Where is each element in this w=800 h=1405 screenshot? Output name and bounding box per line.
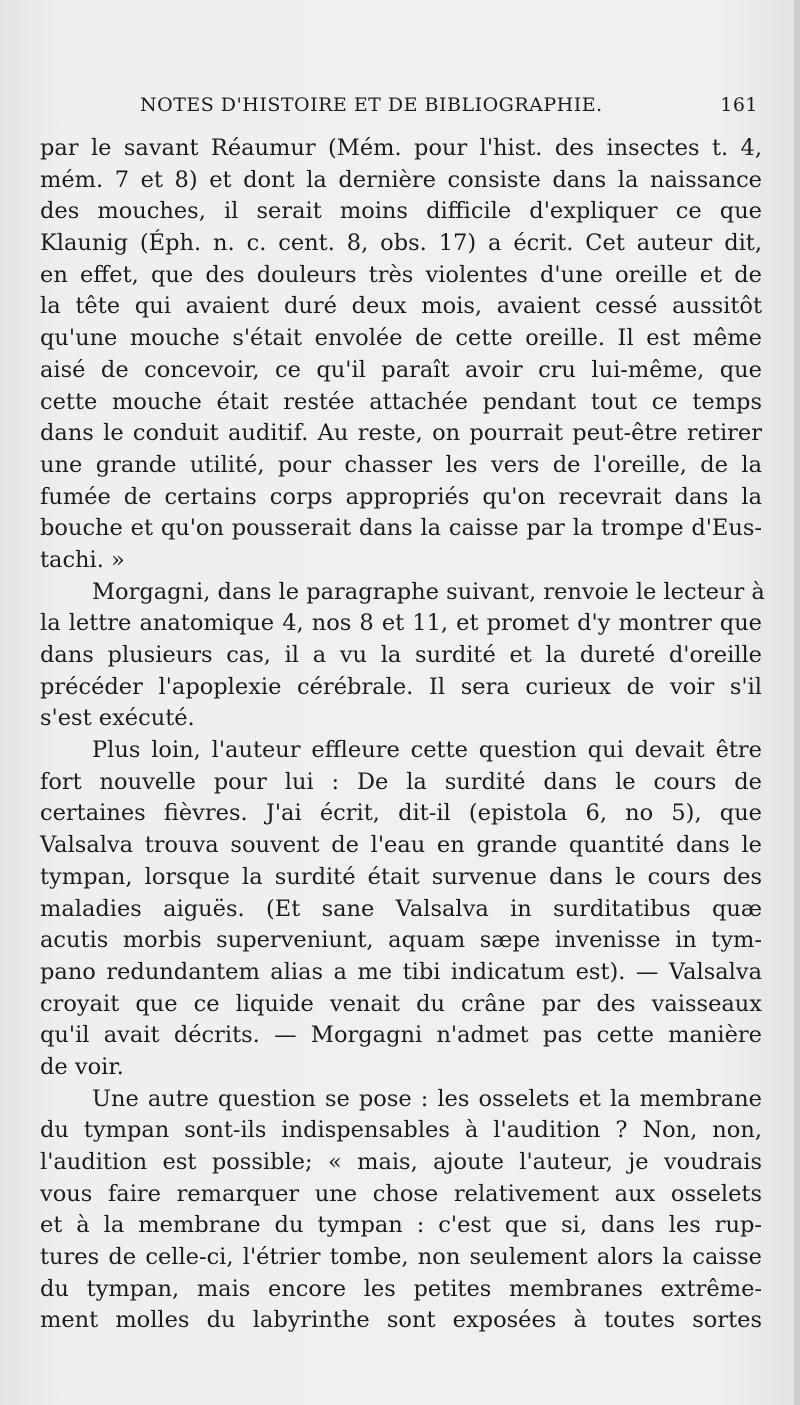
page-number: 161 bbox=[720, 94, 758, 116]
text-line: tachi. » bbox=[40, 546, 125, 573]
paragraph-start: Morgagni, dans le paragraphe suivant, renvoie le lecteur à bbox=[92, 578, 765, 605]
text-line: qu'il avait décrits. — Morgagni n'admet pas cette manière bbox=[40, 1022, 762, 1049]
text-line: acutis morbis superveniunt, aquam sæpe invenisse in tym- bbox=[40, 927, 762, 954]
text-line: maladies aiguës. (Et sane Valsalva in surditatibus quæ bbox=[40, 895, 762, 922]
body-text bbox=[40, 133, 765, 1337]
text-line: vous faire remarquer une chose relativement aux osselets bbox=[40, 1180, 762, 1207]
text-line: dans plusieurs cas, il a vu la surdité et la dureté d'oreille bbox=[40, 642, 762, 668]
text-line: aisé de concevoir, ce qu'il paraît avoir cru lui-même, que bbox=[40, 356, 762, 383]
text-line: de voir. bbox=[40, 1053, 124, 1080]
text-line: Klaunig (Éph. n. c. cent. 8, obs. 17) a écrit. Cet auteur dit, bbox=[40, 230, 762, 257]
text-line: du tympan, mais encore les petites membranes extrême- bbox=[40, 1275, 762, 1302]
text-line: par le savant Réaumur (Mém. pour l'hist. des insectes t. 4, bbox=[40, 135, 762, 161]
text-line: une grande utilité, pour chasser les vers de l'oreille, de la bbox=[40, 451, 762, 478]
text-line: l'audition est possible; « mais, ajoute l'auteur, je voudrais bbox=[40, 1149, 762, 1175]
text-line: fort nouvelle pour lui : De la surdité dans le cours de bbox=[40, 768, 762, 795]
running-header bbox=[140, 94, 758, 116]
text-line: cette mouche était restée attachée pendant tout ce temps bbox=[40, 388, 762, 415]
text-line: et à la membrane du tympan : c'est que si, dans les rup- bbox=[40, 1212, 762, 1239]
text-line: pano redundantem alias a me tibi indicatum est). — Valsalva bbox=[40, 958, 762, 985]
paragraph-start: Une autre question se pose : les osselets et la membrane bbox=[92, 1085, 762, 1112]
text-line: précéder l'apoplexie cérébrale. Il sera curieux de voir s'il bbox=[40, 673, 762, 700]
text-line: dans le conduit auditif. Au reste, on pourrait peut-être retirer bbox=[40, 420, 762, 447]
text-line: tympan, lorsque la surdité était survenue dans le cours des bbox=[40, 863, 762, 890]
running-title: NOTES D'HISTOIRE ET DE BIBLIOGRAPHIE. bbox=[140, 94, 603, 116]
text-line: la tête qui avaient duré deux mois, avaient cessé aussitôt bbox=[40, 293, 762, 320]
paragraph-start: Plus loin, l'auteur effleure cette question qui devait être bbox=[92, 737, 762, 764]
text-line: fumée de certains corps appropriés qu'on recevrait dans la bbox=[40, 483, 762, 510]
page-edge bbox=[794, 0, 800, 1405]
text-line: qu'une mouche s'était envolée de cette oreille. Il est même bbox=[40, 325, 762, 352]
text-line: certaines fièvres. J'ai écrit, dit-il (epistola 6, no 5), que bbox=[40, 800, 762, 827]
text-line: s'est exécuté. bbox=[40, 705, 195, 732]
text-line: ment molles du labyrinthe sont exposées à toutes sortes bbox=[40, 1307, 762, 1334]
text-line: Valsalva trouva souvent de l'eau en grande quantité dans le bbox=[40, 832, 762, 859]
text-line: bouche et qu'on pousserait dans la caisse par la trompe d'Eus- bbox=[40, 515, 762, 542]
text-line: croyait que ce liquide venait du crâne par des vaisseaux bbox=[40, 990, 762, 1017]
text-line: la lettre anatomique 4, nos 8 et 11, et promet d'y montrer que bbox=[40, 610, 762, 637]
text-line: mém. 7 et 8) et dont la dernière consiste dans la naissance bbox=[40, 166, 762, 193]
text-line: du tympan sont-ils indispensables à l'audition ? Non, non, bbox=[40, 1117, 762, 1144]
text-line: en effet, que des douleurs très violentes d'une oreille et de bbox=[40, 261, 762, 288]
text-line: tures de celle-ci, l'étrier tombe, non seulement alors la caisse bbox=[40, 1244, 762, 1271]
text-line: des mouches, il serait moins difficile d'expliquer ce que bbox=[40, 198, 762, 225]
